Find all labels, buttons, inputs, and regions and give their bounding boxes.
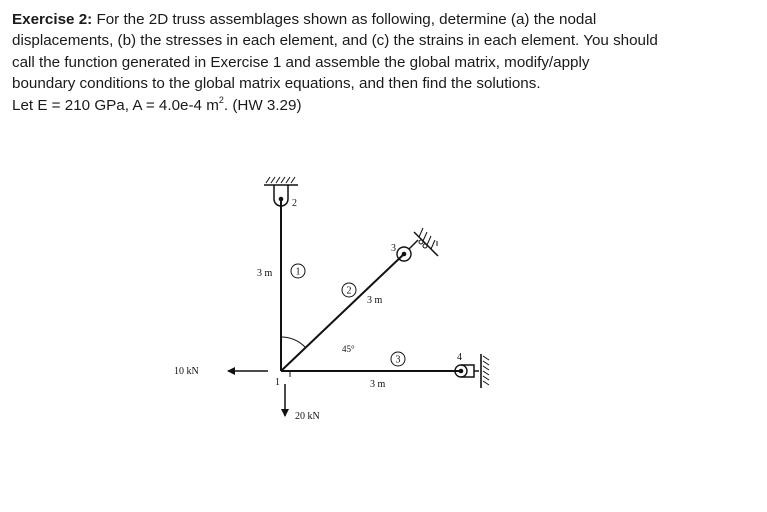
area-exponent: 2 [218, 94, 224, 105]
homework-reference: . (HW 3.29) [223, 96, 302, 114]
node-2-label: 2 [292, 198, 297, 209]
element-3-number: 3 [395, 354, 401, 366]
problem-line-3: call the function generated in Exercise 1 and assemble the global matrix, modify/apply [12, 53, 590, 71]
angle-arc [281, 337, 305, 347]
element-2-length-label: 3 m [367, 295, 383, 306]
problem-text-1: For the 2D truss assemblages shown as following, determine (a) the nodal [96, 11, 597, 28]
problem-line-2: displacements, (b) the stresses in each element, and (c) the strains in each element. You should [12, 32, 658, 50]
element-1-number: 1 [295, 266, 301, 278]
vertical-load-label: 20 kN [295, 411, 320, 422]
given-values: Let E = 210 GPa, A = 4.0e-4 m [12, 96, 219, 114]
element-3-length-label: 3 m [370, 379, 386, 390]
element-2-number: 2 [346, 285, 352, 297]
element-1-length-label: 3 m [257, 268, 273, 279]
exercise-label: Exercise 2: [12, 11, 93, 28]
node-4-label: 4 [457, 352, 462, 363]
horizontal-load-label: 10 kN [174, 366, 199, 377]
angle-label: 45° [342, 344, 355, 354]
node-3-label: 3 [391, 243, 396, 254]
roller-support-node-3 [397, 228, 438, 261]
node-1-label: 1 [275, 377, 280, 388]
problem-line-4: boundary conditions to the global matrix equations, and then find the solutions. [12, 75, 541, 93]
